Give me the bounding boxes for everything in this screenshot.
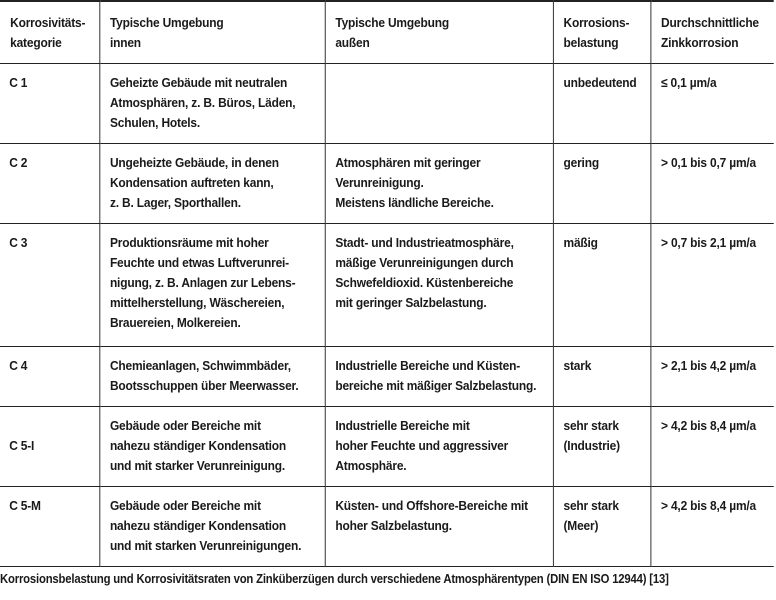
header-environment-outside: Typische Umgebung außen xyxy=(325,1,553,63)
inside-cell: Gebäude oder Bereiche mit nahezu ständiger Kondensation und mit starken Verunreinigungen. xyxy=(99,486,324,566)
inside-cell: Produktionsräume mit hoher Feuchte und etwas Luftverunrei- nigung, z. B. Anlagen zur Lebens- mittelherstellung, Wäschereien, Brauereien, Molkereien. xyxy=(99,223,324,346)
load-cell: stark xyxy=(553,346,651,406)
category-cell: C 2 xyxy=(0,143,99,223)
inside-cell: Gebäude oder Bereiche mit nahezu ständiger Kondensation und mit starker Verunreinigung. xyxy=(99,406,324,486)
load-cell: mäßig xyxy=(553,223,651,346)
load-cell: sehr stark (Meer) xyxy=(553,486,651,566)
rate-cell: > 4,2 bis 8,4 µm/a xyxy=(650,486,773,566)
header-zinc-corrosion-rate: Durchschnittliche Zinkkorrosion xyxy=(650,1,773,63)
table-row xyxy=(0,406,774,486)
rate-cell: > 4,2 bis 8,4 µm/a xyxy=(650,406,773,486)
outside-cell: Industrielle Bereiche und Küsten- bereiche mit mäßiger Salzbelastung. xyxy=(325,346,553,406)
table-row xyxy=(0,63,774,143)
outside-cell: Küsten- und Offshore-Bereiche mit hoher Salzbelastung. xyxy=(325,486,553,566)
outside-cell: Atmosphären mit geringer Verunreinigung. Meistens ländliche Bereiche. xyxy=(325,143,553,223)
category-cell: C 5-M xyxy=(0,486,99,566)
category-cell: C 4 xyxy=(0,346,99,406)
category-cell: C 3 xyxy=(0,223,99,346)
rate-cell: > 0,1 bis 0,7 µm/a xyxy=(650,143,773,223)
rate-cell: > 0,7 bis 2,1 µm/a xyxy=(650,223,773,346)
rate-cell: > 2,1 bis 4,2 µm/a xyxy=(650,346,773,406)
category-cell: C 5-I xyxy=(0,406,99,486)
header-environment-inside: Typische Umgebung innen xyxy=(99,1,324,63)
table-header-row xyxy=(0,1,774,63)
inside-cell: Chemieanlagen, Schwimmbäder, Bootsschuppen über Meerwasser. xyxy=(99,346,324,406)
load-cell: gering xyxy=(553,143,651,223)
inside-cell: Ungeheizte Gebäude, in denen Kondensation auftreten kann, z. B. Lager, Sporthallen. xyxy=(99,143,324,223)
table-row xyxy=(0,223,774,346)
load-cell: sehr stark (Industrie) xyxy=(553,406,651,486)
outside-cell xyxy=(325,63,553,143)
header-category: Korrosivitäts- kategorie xyxy=(0,1,99,63)
table-row xyxy=(0,143,774,223)
rate-cell: ≤ 0,1 µm/a xyxy=(650,63,773,143)
table-caption: Korrosionsbelastung und Korrosivitätsraten von Zinküberzügen durch verschiedene Atmosphärentypen (DIN EN ISO 12944) [13] xyxy=(0,572,669,586)
table-row xyxy=(0,486,774,566)
outside-cell: Stadt- und Industrieatmosphäre, mäßige Verunreinigungen durch Schwefeldioxid. Küstenbereiche mit geringer Salzbelastung. xyxy=(325,223,553,346)
header-corrosion-load: Korrosions- belastung xyxy=(553,1,651,63)
category-cell: C 1 xyxy=(0,63,99,143)
load-cell: unbedeutend xyxy=(553,63,651,143)
outside-cell: Industrielle Bereiche mit hoher Feuchte und aggressiver Atmosphäre. xyxy=(325,406,553,486)
table-row xyxy=(0,346,774,406)
inside-cell: Geheizte Gebäude mit neutralen Atmosphären, z. B. Büros, Läden, Schulen, Hotels. xyxy=(99,63,324,143)
